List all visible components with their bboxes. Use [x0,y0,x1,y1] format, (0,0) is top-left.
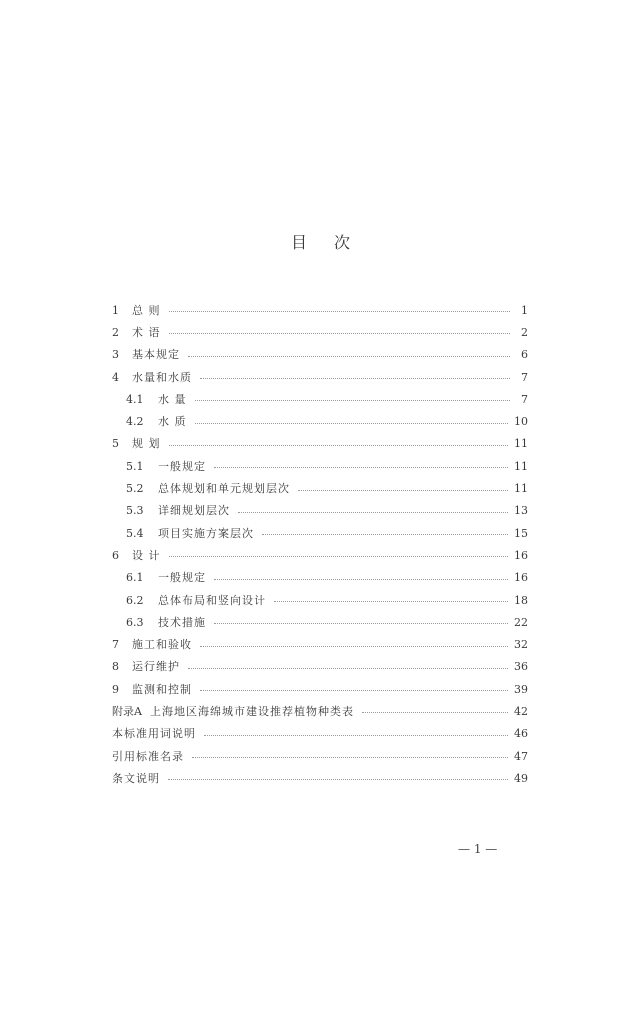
toc-entry [112,477,528,499]
toc-entry-number: 4.2 [126,415,144,429]
toc-entry-title: 术 语 [132,325,161,339]
toc-entry-page: 11 [514,482,528,496]
toc-entry-number: 9 [112,682,119,696]
toc-entry-number: 5.2 [126,482,144,496]
dot-leader [188,668,508,669]
toc-entry-title: 设 计 [132,548,161,562]
dot-leader [204,735,508,736]
toc-entry [112,410,528,432]
toc-entry-page: 13 [514,504,528,518]
dot-leader [214,467,508,468]
toc-entry-page: 46 [514,727,528,741]
toc-entry-page: 11 [514,459,528,473]
toc-entry-title: 上海地区海绵城市建设推荐植物种类表 [149,704,354,718]
dot-leader [298,490,508,491]
dot-leader [192,757,508,758]
toc-entry-number: 3 [112,348,119,362]
page-number: — 1 — [458,842,498,856]
toc-entry-number: 6.3 [126,615,144,629]
toc-entry-page: 32 [514,638,528,652]
toc-entry-number: 1 [112,303,119,317]
toc-entry-page: 10 [514,415,528,429]
toc-entry [112,299,528,321]
dot-leader [214,579,508,580]
toc-entry-title: 引用标准名录 [112,749,184,763]
toc-entry-title: 水量和水质 [132,370,192,384]
toc-entry [112,522,528,544]
toc-entry [112,500,528,522]
toc-entry-number: 5 [112,437,119,451]
dot-leader [195,423,509,424]
toc-entry-page: 2 [521,325,528,339]
toc-entry-number: 6.1 [126,571,144,585]
dot-leader [168,779,508,780]
toc-entry-title: 总 则 [132,303,161,317]
toc-entry-title: 水 质 [158,415,187,429]
dot-leader [195,400,511,401]
page-title: 目 次 [290,233,351,252]
toc-entry-title: 一般规定 [158,459,206,473]
toc-entry-title: 运行维护 [132,660,180,674]
toc-entry-number: 8 [112,660,119,674]
toc-entry [112,611,528,633]
toc-entry [112,700,528,722]
dot-leader [214,623,508,624]
toc-entry [112,767,528,789]
toc-entry-number: 附录A [112,704,142,718]
dot-leader [169,445,509,446]
toc-entry [112,344,528,366]
toc-entry [112,455,528,477]
toc-entry-number: 4.1 [126,392,144,406]
dot-leader [200,378,510,379]
dot-leader [200,646,508,647]
toc-entry-number: 5.4 [126,526,144,540]
dot-leader [188,356,510,357]
toc-entry-title: 基本规定 [132,348,180,362]
toc-entry-title: 监测和控制 [132,682,192,696]
toc-entry [112,544,528,566]
toc-entry-title: 规 划 [132,437,161,451]
table-of-contents [112,299,528,790]
toc-entry-number: 4 [112,370,119,384]
dot-leader [169,556,509,557]
toc-entry [112,656,528,678]
toc-entry [112,433,528,455]
toc-entry [112,388,528,410]
dot-leader [169,333,511,334]
dot-leader [362,712,508,713]
toc-entry-title: 详细规划层次 [158,504,230,518]
toc-entry-title: 条文说明 [112,771,160,785]
toc-entry-page: 47 [514,749,528,763]
toc-entry-number: 5.3 [126,504,144,518]
toc-entry-title: 施工和验收 [132,638,192,652]
dot-leader [262,534,508,535]
dot-leader [274,601,508,602]
toc-entry-page: 16 [514,571,528,585]
toc-entry-page: 22 [514,615,528,629]
toc-entry-page: 49 [514,771,528,785]
dot-leader [238,512,508,513]
toc-entry-page: 16 [514,548,528,562]
toc-entry [112,321,528,343]
toc-entry [112,723,528,745]
toc-entry-title: 总体布局和竖向设计 [158,593,266,607]
toc-entry-number: 5.1 [126,459,144,473]
toc-entry-title: 项目实施方案层次 [158,526,254,540]
toc-entry-page: 6 [521,348,528,362]
toc-entry [112,589,528,611]
toc-entry [112,678,528,700]
toc-entry-page: 1 [521,303,528,317]
toc-entry-page: 15 [514,526,528,540]
toc-entry-title: 总体规划和单元规划层次 [158,482,290,496]
toc-entry-page: 7 [521,370,528,384]
toc-entry-number: 7 [112,638,119,652]
toc-entry-title: 技术措施 [158,615,206,629]
toc-entry-title: 本标准用词说明 [112,727,196,741]
toc-entry [112,567,528,589]
dot-leader [169,311,511,312]
toc-entry-page: 39 [514,682,528,696]
toc-entry-number: 6 [112,548,119,562]
toc-entry-title: 一般规定 [158,571,206,585]
toc-entry-number: 6.2 [126,593,144,607]
toc-entry-page: 36 [514,660,528,674]
toc-entry [112,366,528,388]
toc-entry-number: 2 [112,325,119,339]
toc-entry-page: 7 [521,392,528,406]
toc-entry [112,745,528,767]
toc-entry-page: 18 [514,593,528,607]
dot-leader [200,690,508,691]
toc-entry-title: 水 量 [158,392,187,406]
toc-entry-page: 42 [514,704,528,718]
toc-entry-page: 11 [514,437,528,451]
toc-entry [112,633,528,655]
